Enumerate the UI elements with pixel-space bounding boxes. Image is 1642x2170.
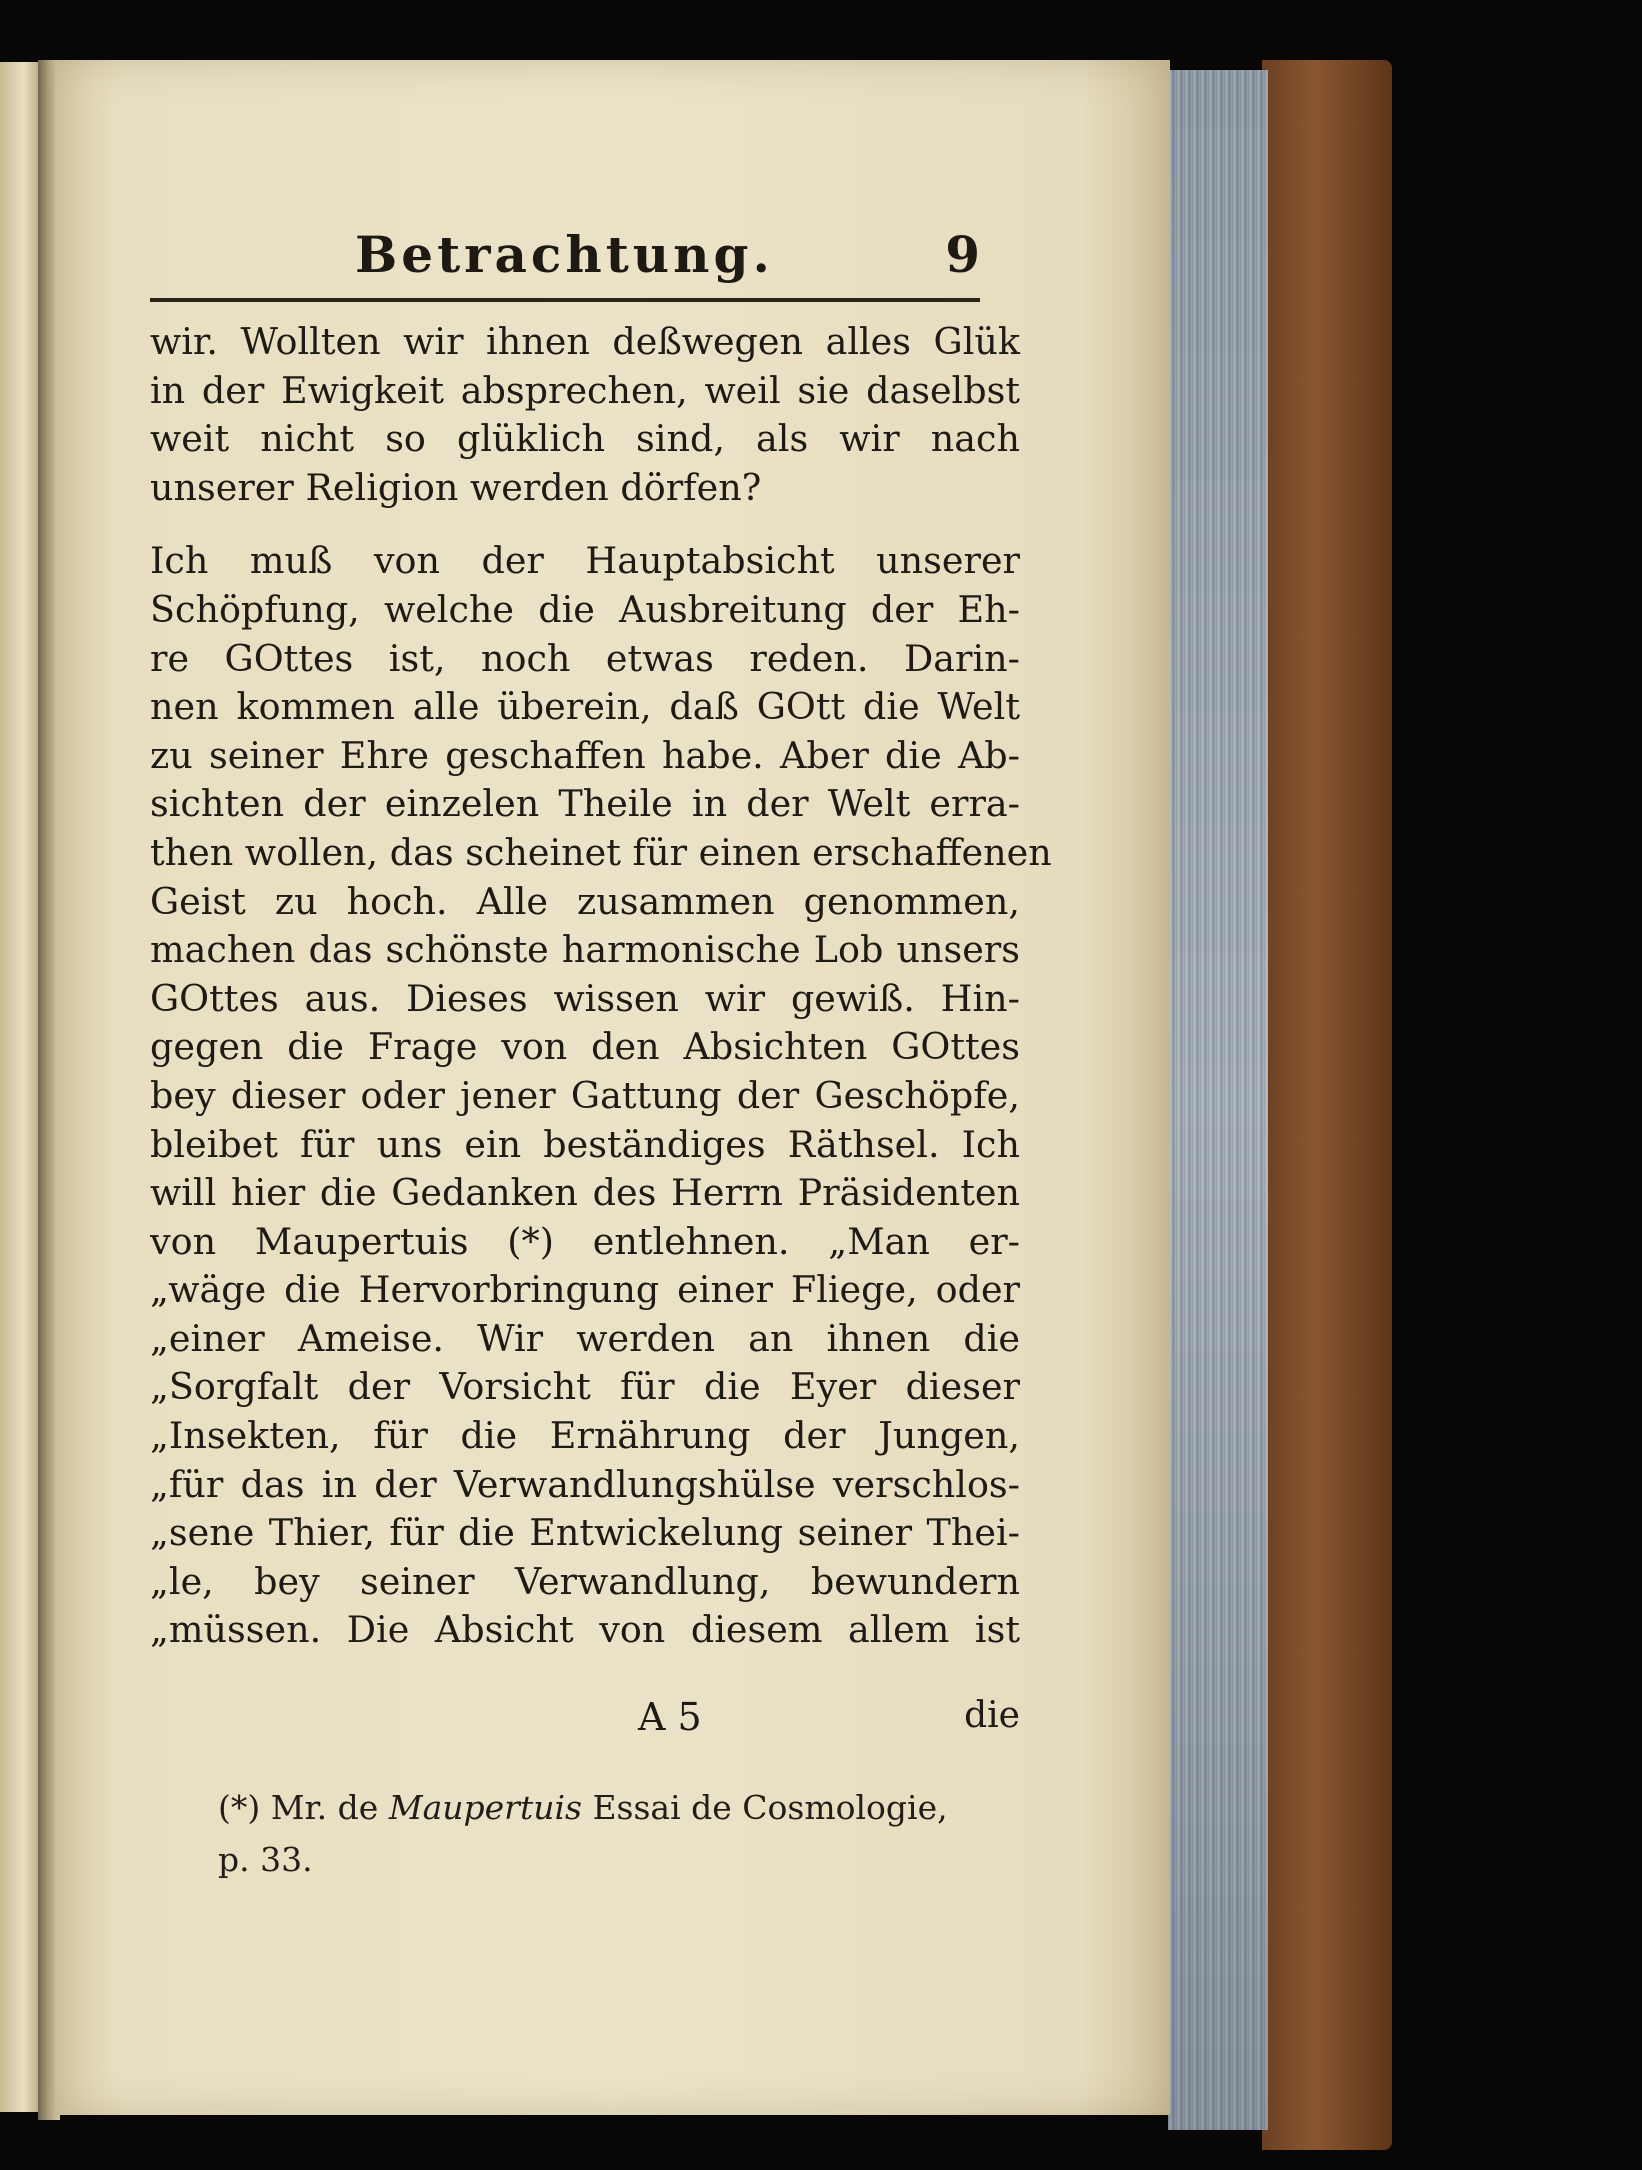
footnote-marker: (*) Mr. de — [218, 1788, 379, 1827]
page-fore-edge — [1168, 70, 1268, 2130]
previous-page-edge — [0, 62, 40, 2112]
text-line: wir. Wollten wir ihnen deßwegen alles Glük — [150, 320, 1020, 363]
text-line: „Insekten, für die Ernährung der Jungen, — [150, 1414, 1020, 1458]
text-line: „le, bey seiner Verwandlung, bewundern — [150, 1559, 1020, 1603]
body-text — [150, 318, 1052, 1655]
text-line: Ich muß von der Hauptabsicht unserer — [150, 539, 1020, 583]
text-line: zu seiner Ehre geschaffen habe. Aber die Ab- — [150, 733, 1020, 777]
page-footer — [150, 1695, 1020, 1745]
running-head — [150, 225, 980, 295]
footnote-line — [218, 1782, 1038, 1834]
book-cover-edge — [1262, 60, 1392, 2150]
text-line: bleibet für uns ein beständiges Räthsel. Ich — [150, 1122, 1020, 1166]
text-line: „wäge die Hervorbringung einer Fliege, oder — [150, 1268, 1020, 1312]
text-line: „sene Thier, für die Entwickelung seiner Thei- — [150, 1511, 1020, 1555]
page-number: 9 — [945, 225, 980, 284]
catchword: die — [964, 1695, 1020, 1736]
footnote — [218, 1782, 1038, 1886]
text-line: bey dieser oder jener Gattung der Geschöpfe, — [150, 1073, 1020, 1117]
paragraph-gap — [150, 512, 1020, 537]
text-line: sichten der einzelen Theile in der Welt erra- — [150, 782, 1020, 826]
text-line: Geist zu hoch. Alle zusammen genommen, — [150, 879, 1020, 923]
text-line: „einer Ameise. Wir werden an ihnen die — [150, 1316, 1020, 1360]
text-line: „für das in der Verwandlungshülse verschlos- — [150, 1462, 1020, 1506]
footnote-page-ref: p. 33. — [218, 1840, 313, 1879]
text-line: Schöpfung, welche die Ausbreitung der Eh- — [150, 587, 1020, 631]
text-line: machen das schönste harmonische Lob unsers — [150, 928, 1020, 972]
header-rule — [150, 298, 980, 302]
footnote-title: Essai de Cosmologie, — [592, 1788, 948, 1827]
text-line: then wollen, das scheinet für einen erschaffenen — [150, 830, 1052, 874]
text-line: „müssen. Die Absicht von diesem allem ist — [150, 1608, 1020, 1652]
text-line: GOttes aus. Dieses wissen wir gewiß. Hin- — [150, 976, 1020, 1020]
running-title: Betrachtung. — [355, 225, 774, 284]
text-line: nen kommen alle überein, daß GOtt die Welt — [150, 685, 1020, 729]
text-line: unserer Religion werden dörfen? — [150, 465, 762, 509]
text-line: re GOttes ist, noch etwas reden. Darin- — [150, 636, 1020, 680]
signature-mark: A 5 — [638, 1695, 702, 1739]
text-line: „Sorgfalt der Vorsicht für die Eyer dieser — [150, 1365, 1020, 1409]
text-line: von Maupertuis (*) entlehnen. „Man er- — [150, 1219, 1020, 1263]
text-line: in der Ewigkeit absprechen, weil sie daselbst — [150, 368, 1020, 412]
text-line: weit nicht so glüklich sind, als wir nach — [150, 417, 1020, 461]
footnote-author: Maupertuis — [388, 1788, 582, 1827]
text-line: will hier die Gedanken des Herrn Präsidenten — [150, 1171, 1020, 1215]
text-line: gegen die Frage von den Absichten GOttes — [150, 1025, 1020, 1069]
